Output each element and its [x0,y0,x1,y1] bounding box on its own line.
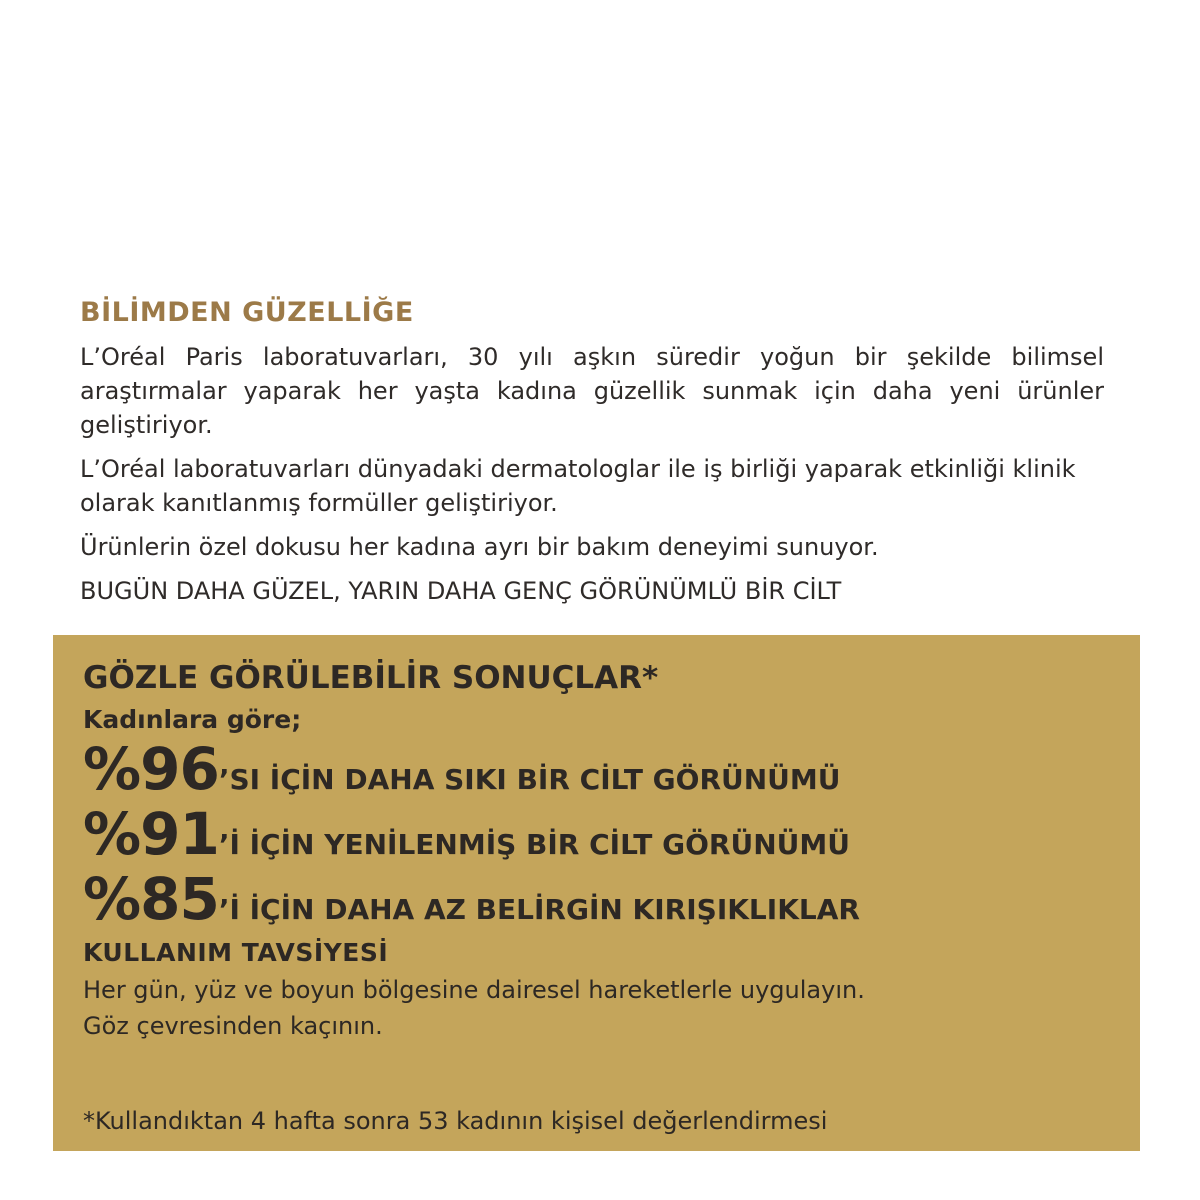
intro-tagline: BUGÜN DAHA GÜZEL, YARIN DAHA GENÇ GÖRÜNÜMLÜ BİR CİLT [80,577,842,605]
footnote: *Kullandıktan 4 hafta sonra 53 kadının kişisel değerlendirmesi [83,1107,828,1135]
usage-line-2: Göz çevresinden kaçının. [83,1012,383,1040]
stat-value: %85 [83,865,219,933]
stat-row [83,802,1113,867]
results-panel [53,635,1140,1151]
results-subtitle: Kadınlara göre; [83,705,302,734]
usage-text [83,972,1113,1044]
usage-line-1: Her gün, yüz ve boyun bölgesine dairesel hareketlerle uygulayın. [83,976,865,1004]
intro-paragraph-1: L’Oréal Paris laboratuvarları, 30 yılı aşkın süredir yoğun bir şekilde bilimsel araştırmalar yaparak her yaşta kadına güzellik sunmak için daha yeni ürünler geliştiriyor. [80,343,1104,439]
usage-title: KULLANIM TAVSİYESİ [83,938,389,967]
stat-label: ’İ İÇİN DAHA AZ BELİRGİN KIRIŞIKLIKLAR [218,893,860,926]
intro-paragraph-3: Ürünlerin özel dokusu her kadına ayrı bir bakım deneyimi sunuyor. [80,533,879,561]
stat-row [83,867,1113,932]
intro-section [80,294,1104,608]
stat-label: ’İ İÇİN YENİLENMİŞ BİR CİLT GÖRÜNÜMÜ [218,828,850,861]
stat-label: ’SI İÇİN DAHA SIKI BİR CİLT GÖRÜNÜMÜ [218,763,841,796]
results-content [83,657,1113,1044]
intro-paragraph-2: L’Oréal laboratuvarları dünyadaki dermatologlar ile iş birliği yaparak etkinliği klinik olarak kanıtlanmış formüller geliştiriyor. [80,455,1076,517]
stat-value: %96 [83,735,219,803]
stat-value: %91 [83,800,219,868]
results-title: GÖZLE GÖRÜLEBİLİR SONUÇLAR* [83,660,659,696]
intro-title: BİLİMDEN GÜZELLİĞE [80,297,414,328]
stat-row [83,737,1113,802]
